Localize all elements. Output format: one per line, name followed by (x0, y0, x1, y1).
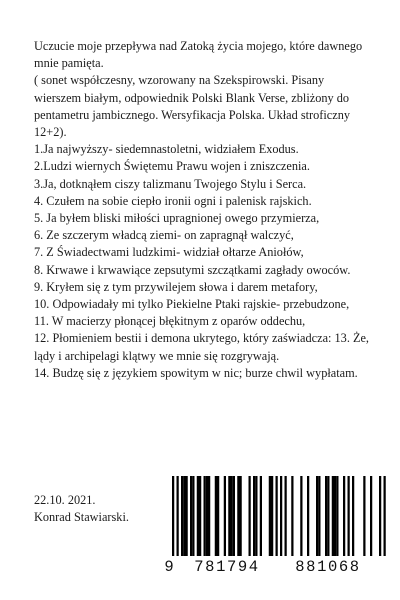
barcode-bar (269, 476, 271, 556)
author-name: Konrad Stawiarski. (34, 510, 129, 525)
poem-line: 9. Kryłem się z tym przywilejem słowa i darem metafory, (34, 279, 318, 294)
barcode-bar (233, 476, 235, 556)
barcode-bar (316, 476, 318, 556)
poem-line: 3.Ja, dotknąłem ciszy talizmanu Twojego Stylu i Serca. (34, 176, 307, 191)
barcode-bar (334, 476, 336, 556)
barcode-bar (183, 476, 185, 556)
poem-line: 4. Czułem na sobie ciepło ironii ogni i palenisk rajskich. (34, 193, 312, 208)
poem-text (34, 38, 374, 382)
barcode-bar (215, 476, 217, 556)
poem-note: ( sonet współczesny, wzorowany na Szekspirowski. Pisany wierszem białym, odpowiednik Polski Blank Verse, zbliżony do pentametru jambicznego. Wersyfikacja Polska. Układ stroficzny 12+2). (34, 73, 351, 140)
barcode-bar (348, 476, 350, 556)
barcode-bar (327, 476, 329, 556)
barcode-bar (190, 476, 192, 556)
barcode-bar (206, 476, 208, 556)
barcode-bar (224, 476, 226, 556)
barcode-bar (240, 476, 242, 556)
barcode-bar (231, 476, 233, 556)
barcode-bar (271, 476, 273, 556)
poem-line: 14. Budzę się z językiem spowitym w nic; burze chwil wypłatam. (34, 365, 358, 380)
barcode-bar (260, 476, 262, 556)
poem-line: 7. Z Świadectwami ludzkimi- widział ołtarze Aniołów, (34, 245, 304, 260)
barcode-bar (363, 476, 365, 556)
barcode-first-digit: 9 (164, 558, 174, 576)
barcode-bar (199, 476, 201, 556)
barcode-right-group: 881068 (295, 558, 361, 576)
barcode-left-group: 781794 (194, 558, 260, 576)
poem-line: 12. Płomieniem bestii i demona ukrytego, który zaświadcza: 13. Że, lądy i archipelagi klątwy we mnie się rozgrywają. (34, 331, 370, 363)
barcode-bar (237, 476, 239, 556)
barcode-bar (253, 476, 255, 556)
isbn-barcode (160, 476, 400, 600)
poem-intro: Uczucie moje przepływa nad Zatoką życia mojego, które dawnego mnie pamięta. (34, 39, 363, 71)
barcode-bar (186, 476, 188, 556)
barcode-bar (343, 476, 345, 556)
poem-line: 2.Ludzi wiernych Świętemu Prawu wojen i zniszczenia. (34, 159, 310, 174)
barcode-bar (370, 476, 372, 556)
barcode-bar (249, 476, 251, 556)
poem-line: 1.Ja najwyższy- siedemnastoletni, widziałem Exodus. (34, 142, 299, 157)
barcode-bar (255, 476, 257, 556)
barcode-bar (307, 476, 309, 556)
poem-line: 10. Odpowiadały mi tylko Piekielne Ptaki rajskie- przebudzone, (34, 297, 350, 312)
barcode-bar (336, 476, 338, 556)
barcode-bar (197, 476, 199, 556)
barcode-bar (181, 476, 183, 556)
barcode-bar (228, 476, 230, 556)
barcode-number (160, 556, 400, 578)
poem-line: 5. Ja byłem bliski miłości upragnionej owego przymierza, (34, 211, 320, 226)
poem-line: 8. Krwawe i krwawiące zepsutymi szczątkami zagłady owoców. (34, 262, 351, 277)
date-text: 22.10. 2021. (34, 493, 96, 507)
barcode-bar (325, 476, 327, 556)
barcode-bar (217, 476, 219, 556)
poem-line: 11. W macierzy płonącej błękitnym z oparów oddechu, (34, 314, 306, 329)
barcode-bar (192, 476, 194, 556)
barcode-bar (300, 476, 302, 556)
barcode-bar (332, 476, 334, 556)
barcode-bar (208, 476, 210, 556)
poem-line: 6. Ze szczerym władcą ziemi- on zapragnął walczyć, (34, 228, 294, 243)
barcode-bar (318, 476, 320, 556)
barcode-bar (285, 476, 287, 556)
barcode-bar (291, 476, 293, 556)
barcode-bar (352, 476, 354, 556)
barcode-bars (160, 476, 400, 600)
barcode-bar (204, 476, 206, 556)
